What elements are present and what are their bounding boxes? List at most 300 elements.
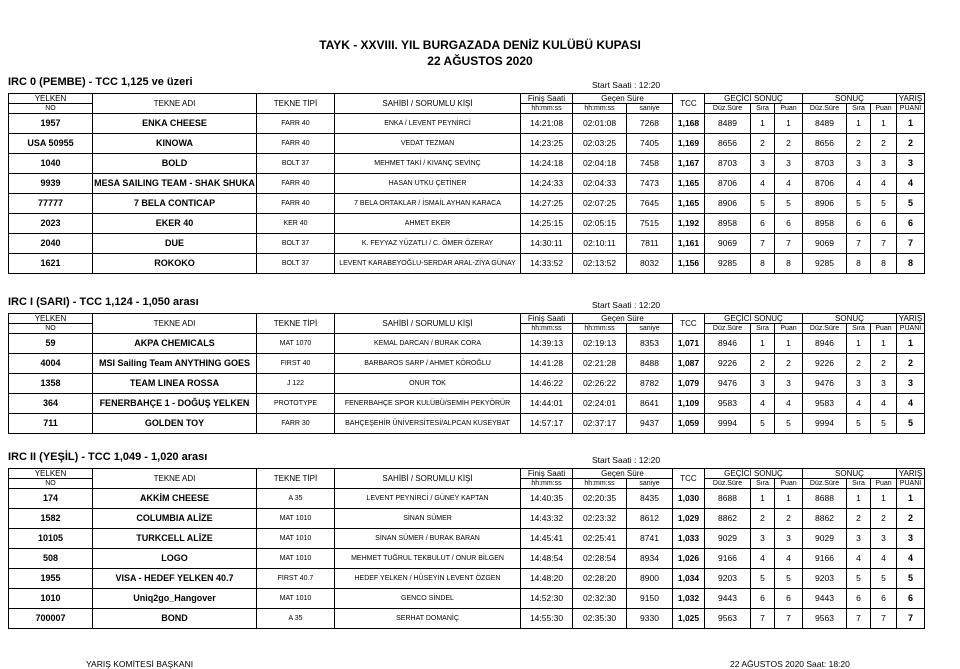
final-points-cell: 2 [871,354,897,374]
boat-type-cell: FARR 40 [257,114,335,134]
provisional-points-cell: 1 [775,489,803,509]
header-points: PUANI [897,479,925,489]
header-points: PUANI [897,324,925,334]
final-rank-cell: 1 [847,114,871,134]
header-boat-type: TEKNE TİPİ [257,314,335,334]
header-elapsed: Geçen Süre [573,94,673,104]
start-time: Start Saati : 12:20 [592,300,661,310]
owner-cell: K. FEYYAZ YÜZATLI / C. ÖMER ÖZERAY [335,234,521,254]
boat-name-cell: MSI Sailing Team ANYTHING GOES [93,354,257,374]
final-points-cell: 4 [871,174,897,194]
final-rank-cell: 6 [847,214,871,234]
provisional-points-cell: 1 [775,334,803,354]
final-points-cell: 2 [871,509,897,529]
table-header-row [9,314,925,324]
boat-type-cell: BOLT 37 [257,234,335,254]
table-row [9,154,925,174]
header-tcc: TCC [673,314,705,334]
provisional-rank-cell: 2 [751,509,775,529]
header-yelken: YELKEN [9,469,93,479]
header-final-sira: Sıra [847,104,871,114]
boat-name-cell: TURKCELL ALİZE [93,529,257,549]
page-date: 22 AĞUSTOS 2020 [427,54,533,68]
header-yelken: YELKEN [9,314,93,324]
final-points-cell: 8 [871,254,897,274]
sail-no-cell: 10105 [9,529,93,549]
final-corrected-cell: 9166 [803,549,847,569]
provisional-corrected-cell: 9476 [705,374,751,394]
seconds-cell: 7515 [627,214,673,234]
elapsed-time-cell: 02:21:28 [573,354,627,374]
boat-type-cell: FIRST 40 [257,354,335,374]
final-points-cell: 3 [871,154,897,174]
seconds-cell: 7458 [627,154,673,174]
header-boat-type: TEKNE TİPİ [257,469,335,489]
provisional-corrected-cell: 9166 [705,549,751,569]
boat-name-cell: GOLDEN TOY [93,414,257,434]
final-corrected-cell: 8946 [803,334,847,354]
provisional-corrected-cell: 9285 [705,254,751,274]
seconds-cell: 9437 [627,414,673,434]
boat-type-cell: BOLT 37 [257,154,335,174]
finish-time-cell: 14:27:25 [521,194,573,214]
elapsed-time-cell: 02:19:13 [573,334,627,354]
owner-cell: GENCO SİNDEL [335,589,521,609]
race-points-cell: 8 [897,254,925,274]
header-boat-type: TEKNE TİPİ [257,94,335,114]
tcc-cell: 1,032 [673,589,705,609]
header-final-sira: Sıra [847,479,871,489]
sail-no-cell: 711 [9,414,93,434]
provisional-rank-cell: 5 [751,414,775,434]
elapsed-time-cell: 02:10:11 [573,234,627,254]
sail-no-cell: 700007 [9,609,93,629]
provisional-corrected-cell: 9443 [705,589,751,609]
final-corrected-cell: 9226 [803,354,847,374]
provisional-points-cell: 5 [775,194,803,214]
final-points-cell: 5 [871,194,897,214]
header-owner: SAHİBİ / SORUMLU KİŞİ [335,314,521,334]
race-points-cell: 6 [897,214,925,234]
provisional-points-cell: 6 [775,589,803,609]
boat-name-cell: FENERBAHÇE 1 - DOĞUŞ YELKEN [93,394,257,414]
final-rank-cell: 5 [847,194,871,214]
seconds-cell: 8353 [627,334,673,354]
final-corrected-cell: 9443 [803,589,847,609]
race-points-cell: 6 [897,589,925,609]
header-finish: Finiş Saati [521,469,573,479]
provisional-points-cell: 5 [775,569,803,589]
table-row [9,194,925,214]
provisional-corrected-cell: 9203 [705,569,751,589]
tcc-cell: 1,059 [673,414,705,434]
final-points-cell: 4 [871,394,897,414]
provisional-rank-cell: 8 [751,254,775,274]
race-points-cell: 7 [897,234,925,254]
finish-time-cell: 14:23:25 [521,134,573,154]
sail-no-cell: 1358 [9,374,93,394]
boat-type-cell: KER 40 [257,214,335,234]
header-seconds: saniye [627,479,673,489]
final-corrected-cell: 8703 [803,154,847,174]
final-points-cell: 5 [871,569,897,589]
header-final-puan: Puan [871,324,897,334]
final-points-cell: 3 [871,374,897,394]
final-rank-cell: 2 [847,354,871,374]
header-provisional-duz: Düz.Süre [705,324,751,334]
provisional-corrected-cell: 9583 [705,394,751,414]
sail-no-cell: 4004 [9,354,93,374]
boat-name-cell: TEAM LINEA ROSSA [93,374,257,394]
finish-time-cell: 14:40:35 [521,489,573,509]
final-corrected-cell: 9069 [803,234,847,254]
boat-type-cell: FIRST 40.7 [257,569,335,589]
finish-time-cell: 14:48:54 [521,549,573,569]
owner-cell: ONUR TOK [335,374,521,394]
header-finish: Finiş Saati [521,314,573,324]
final-points-cell: 5 [871,414,897,434]
final-rank-cell: 1 [847,334,871,354]
final-rank-cell: 8 [847,254,871,274]
owner-cell: BAHÇEŞEHİR ÜNİVERSİTESİ/ALPCAN KUSEYBAT [335,414,521,434]
final-rank-cell: 3 [847,154,871,174]
finish-time-cell: 14:33:52 [521,254,573,274]
provisional-corrected-cell: 8946 [705,334,751,354]
seconds-cell: 8934 [627,549,673,569]
table-row [9,134,925,154]
owner-cell: MEHMET TAKİ / KIVANÇ SEVİNÇ [335,154,521,174]
table-row [9,334,925,354]
tcc-cell: 1,169 [673,134,705,154]
final-rank-cell: 7 [847,609,871,629]
table-row [9,489,925,509]
elapsed-time-cell: 02:04:18 [573,154,627,174]
final-points-cell: 4 [871,549,897,569]
seconds-cell: 8435 [627,489,673,509]
owner-cell: VEDAT TEZMAN [335,134,521,154]
race-points-cell: 2 [897,509,925,529]
provisional-corrected-cell: 8656 [705,134,751,154]
boat-name-cell: ROKOKO [93,254,257,274]
boat-type-cell: FARR 40 [257,134,335,154]
tcc-cell: 1,033 [673,529,705,549]
provisional-points-cell: 5 [775,414,803,434]
results-table [8,313,925,434]
section-title: IRC II (YEŞİL) - TCC 1,049 - 1,020 arası [8,451,208,463]
boat-type-cell: FARR 40 [257,174,335,194]
owner-cell: LEVENT PEYNİRCİ / GÜNEY KAPTAN [335,489,521,509]
final-points-cell: 2 [871,134,897,154]
elapsed-time-cell: 02:26:22 [573,374,627,394]
elapsed-time-cell: 02:28:54 [573,549,627,569]
header-yelken: YELKEN [9,94,93,104]
header-final-duz: Düz.Süre [803,104,847,114]
header-provisional-result: GEÇİCİ SONUÇ [705,94,803,104]
seconds-cell: 7473 [627,174,673,194]
elapsed-time-cell: 02:23:32 [573,509,627,529]
header-elapsed-format: hh:mm:ss [573,104,627,114]
boat-type-cell: J 122 [257,374,335,394]
tcc-cell: 1,192 [673,214,705,234]
boat-type-cell: MAT 1070 [257,334,335,354]
header-boat-name: TEKNE ADI [93,314,257,334]
owner-cell: SİNAN SÜMER [335,509,521,529]
owner-cell: 7 BELA ORTAKLAR / İSMAİL AYHAN KARACA [335,194,521,214]
elapsed-time-cell: 02:32:30 [573,589,627,609]
tcc-cell: 1,087 [673,354,705,374]
owner-cell: MEHMET TUĞRUL TEKBULUT / ONUR BİLGEN [335,549,521,569]
finish-time-cell: 14:24:33 [521,174,573,194]
table-header-row [9,469,925,479]
header-seconds: saniye [627,324,673,334]
seconds-cell: 7645 [627,194,673,214]
final-corrected-cell: 9476 [803,374,847,394]
header-finish-format: hh:mm:ss [521,479,573,489]
final-rank-cell: 2 [847,509,871,529]
finish-time-cell: 14:46:22 [521,374,573,394]
tcc-cell: 1,030 [673,489,705,509]
owner-cell: BARBAROS SARP / AHMET KÖROĞLU [335,354,521,374]
seconds-cell: 8900 [627,569,673,589]
header-provisional-result: GEÇİCİ SONUÇ [705,314,803,324]
race-points-cell: 5 [897,414,925,434]
boat-name-cell: ENKA CHEESE [93,114,257,134]
header-provisional-result: GEÇİCİ SONUÇ [705,469,803,479]
sail-no-cell: USA 50955 [9,134,93,154]
race-points-cell: 1 [897,334,925,354]
table-row [9,174,925,194]
finish-time-cell: 14:21:08 [521,114,573,134]
final-corrected-cell: 9203 [803,569,847,589]
provisional-rank-cell: 3 [751,529,775,549]
provisional-rank-cell: 4 [751,549,775,569]
final-points-cell: 7 [871,609,897,629]
provisional-points-cell: 2 [775,509,803,529]
tcc-cell: 1,029 [673,509,705,529]
header-no: NO [9,324,93,334]
provisional-rank-cell: 7 [751,609,775,629]
table-row [9,254,925,274]
provisional-rank-cell: 1 [751,489,775,509]
finish-time-cell: 14:44:01 [521,394,573,414]
elapsed-time-cell: 02:24:01 [573,394,627,414]
provisional-corrected-cell: 8703 [705,154,751,174]
boat-name-cell: AKKİM CHEESE [93,489,257,509]
header-provisional-sira: Sıra [751,479,775,489]
seconds-cell: 8488 [627,354,673,374]
tcc-cell: 1,168 [673,114,705,134]
tcc-cell: 1,071 [673,334,705,354]
provisional-rank-cell: 7 [751,234,775,254]
provisional-corrected-cell: 9994 [705,414,751,434]
elapsed-time-cell: 02:01:08 [573,114,627,134]
final-corrected-cell: 8656 [803,134,847,154]
header-no: NO [9,104,93,114]
elapsed-time-cell: 02:03:25 [573,134,627,154]
final-rank-cell: 7 [847,234,871,254]
provisional-points-cell: 4 [775,174,803,194]
boat-name-cell: DUE [93,234,257,254]
table-row [9,509,925,529]
provisional-rank-cell: 2 [751,134,775,154]
tcc-cell: 1,026 [673,549,705,569]
provisional-points-cell: 1 [775,114,803,134]
finish-time-cell: 14:39:13 [521,334,573,354]
provisional-corrected-cell: 8906 [705,194,751,214]
owner-cell: FENERBAHÇE SPOR KULÜBÜ/SEMİH PEKYÖRÜR [335,394,521,414]
provisional-rank-cell: 1 [751,114,775,134]
finish-time-cell: 14:57:17 [521,414,573,434]
final-corrected-cell: 9029 [803,529,847,549]
owner-cell: KEMAL DARCAN / BURAK CORA [335,334,521,354]
provisional-corrected-cell: 8688 [705,489,751,509]
finish-time-cell: 14:52:30 [521,589,573,609]
race-points-cell: 7 [897,609,925,629]
header-finish-format: hh:mm:ss [521,104,573,114]
sail-no-cell: 364 [9,394,93,414]
header-provisional-sira: Sıra [751,104,775,114]
provisional-rank-cell: 3 [751,154,775,174]
table-row [9,214,925,234]
provisional-corrected-cell: 9226 [705,354,751,374]
sail-no-cell: 2023 [9,214,93,234]
header-final-sira: Sıra [847,324,871,334]
finish-time-cell: 14:25:15 [521,214,573,234]
race-points-cell: 4 [897,394,925,414]
elapsed-time-cell: 02:05:15 [573,214,627,234]
committee-label: YARIŞ KOMİTESİ BAŞKANI [86,659,194,669]
final-points-cell: 6 [871,214,897,234]
final-rank-cell: 3 [847,374,871,394]
header-provisional-puan: Puan [775,479,803,489]
elapsed-time-cell: 02:25:41 [573,529,627,549]
provisional-points-cell: 7 [775,609,803,629]
provisional-points-cell: 2 [775,134,803,154]
boat-type-cell: FARR 40 [257,194,335,214]
seconds-cell: 7811 [627,234,673,254]
race-points-cell: 5 [897,569,925,589]
race-points-cell: 3 [897,374,925,394]
final-corrected-cell: 9583 [803,394,847,414]
results-table [8,468,925,629]
final-rank-cell: 4 [847,174,871,194]
tcc-cell: 1,165 [673,174,705,194]
finish-time-cell: 14:24:18 [521,154,573,174]
provisional-points-cell: 8 [775,254,803,274]
header-boat-name: TEKNE ADI [93,94,257,114]
final-corrected-cell: 8688 [803,489,847,509]
sail-no-cell: 1010 [9,589,93,609]
header-final-duz: Düz.Süre [803,324,847,334]
sail-no-cell: 2040 [9,234,93,254]
final-rank-cell: 6 [847,589,871,609]
provisional-rank-cell: 6 [751,589,775,609]
header-elapsed: Geçen Süre [573,469,673,479]
owner-cell: SERHAT DOMANİÇ [335,609,521,629]
boat-type-cell: MAT 1010 [257,509,335,529]
start-time: Start Saati : 12:20 [592,80,661,90]
table-row [9,394,925,414]
table-row [9,589,925,609]
race-points-cell: 5 [897,194,925,214]
header-provisional-duz: Düz.Süre [705,479,751,489]
provisional-corrected-cell: 9029 [705,529,751,549]
finish-time-cell: 14:43:32 [521,509,573,529]
final-rank-cell: 4 [847,549,871,569]
table-row [9,549,925,569]
boat-name-cell: AKPA CHEMICALS [93,334,257,354]
report-timestamp: 22 AĞUSTOS 2020 Saat: 18:20 [730,659,850,669]
boat-name-cell: VISA - HEDEF YELKEN 40.7 [93,569,257,589]
provisional-points-cell: 2 [775,354,803,374]
header-final-puan: Puan [871,479,897,489]
tcc-cell: 1,025 [673,609,705,629]
table-row [9,529,925,549]
seconds-cell: 9150 [627,589,673,609]
provisional-rank-cell: 3 [751,374,775,394]
final-corrected-cell: 9563 [803,609,847,629]
header-final-result: SONUÇ [803,94,897,104]
boat-name-cell: KINOWA [93,134,257,154]
tcc-cell: 1,034 [673,569,705,589]
provisional-rank-cell: 6 [751,214,775,234]
final-points-cell: 7 [871,234,897,254]
elapsed-time-cell: 02:37:17 [573,414,627,434]
boat-type-cell: MAT 1010 [257,549,335,569]
boat-name-cell: BOLD [93,154,257,174]
boat-type-cell: BOLT 37 [257,254,335,274]
provisional-points-cell: 3 [775,154,803,174]
provisional-corrected-cell: 8489 [705,114,751,134]
page-title: TAYK - XXVIII. YIL BURGAZADA DENİZ KULÜBÜ KUPASI [319,38,641,52]
race-points-cell: 4 [897,549,925,569]
provisional-points-cell: 3 [775,374,803,394]
provisional-points-cell: 6 [775,214,803,234]
race-points-cell: 4 [897,174,925,194]
table-row [9,569,925,589]
boat-type-cell: FARR 30 [257,414,335,434]
final-points-cell: 6 [871,589,897,609]
header-provisional-puan: Puan [775,324,803,334]
elapsed-time-cell: 02:04:33 [573,174,627,194]
boat-name-cell: LOGO [93,549,257,569]
race-points-cell: 2 [897,354,925,374]
sail-no-cell: 1621 [9,254,93,274]
header-final-puan: Puan [871,104,897,114]
final-corrected-cell: 8958 [803,214,847,234]
provisional-rank-cell: 5 [751,569,775,589]
boat-type-cell: MAT 1010 [257,529,335,549]
sail-no-cell: 174 [9,489,93,509]
sail-no-cell: 1040 [9,154,93,174]
elapsed-time-cell: 02:20:35 [573,489,627,509]
final-corrected-cell: 9994 [803,414,847,434]
final-corrected-cell: 8706 [803,174,847,194]
final-corrected-cell: 9285 [803,254,847,274]
provisional-corrected-cell: 9069 [705,234,751,254]
provisional-points-cell: 4 [775,549,803,569]
header-elapsed-format: hh:mm:ss [573,324,627,334]
race-points-cell: 3 [897,154,925,174]
provisional-rank-cell: 5 [751,194,775,214]
elapsed-time-cell: 02:13:52 [573,254,627,274]
header-race: YARIŞ [897,94,925,104]
owner-cell: AHMET EKER [335,214,521,234]
table-row [9,609,925,629]
owner-cell: ENKA / LEVENT PEYNİRCİ [335,114,521,134]
elapsed-time-cell: 02:35:30 [573,609,627,629]
boat-name-cell: EKER 40 [93,214,257,234]
